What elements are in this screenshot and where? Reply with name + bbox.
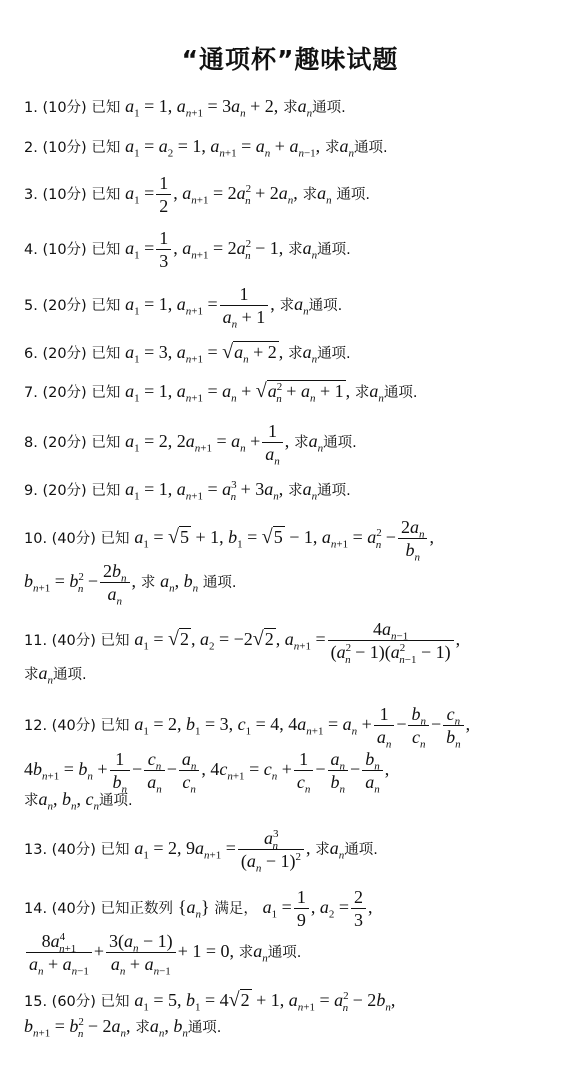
sqrt: $√a^2_n + a_n + 1$ (255, 380, 344, 405)
page-title: “通项杯”趣味试题 (181, 45, 399, 74)
problem-10: 10. (40分) 已知 $a_1 = √5 + 1$, $b_1 = √5 - 1$, $a_{n+1} = a^2_n$ − $\frac{2a_n}{b_n}$ , (24, 517, 434, 564)
problem-9: 9. (20分) 已知 $a_1 = 1$, $a_{n+1} = a^3_n + 3a_n$, 求$a_n$通项. (24, 479, 351, 503)
problem-15: 15. (60分) 已知 $a_1 = 5$, $b_1 = 4√2 + 1$, $a_{n+1} = a^2_n - 2b_n$, (24, 989, 396, 1014)
problem-10-line-2: $b_{n+1} = b^2_n$ − $\frac{2b_n}{a_n}$ , 求 $a_n$, $b_n$ 通项. (24, 561, 237, 608)
problem-4: 4. (10分) 已知 $a_1$ = $\frac{1}{3}$ , $a_{n+1} = 2a^2_n - 1$, 求$a_n$通项. (24, 228, 351, 271)
fraction: $\frac{1}{a_n}$ (262, 420, 283, 465)
problem-14-line-2: $\frac{8a^4_{n+1}}{a_n + a_{n-1}}$ + $\frac{3(a_n - 1)}{a_n + a_{n-1}}$ + 1 = 0, 求$a_n$通项. (24, 930, 301, 975)
fraction: $\frac{2a_n}{b_n}$ (398, 516, 428, 561)
fraction: $\frac{3(a_n - 1)}{a_n + a_{n-1}}$ (106, 930, 176, 975)
problem-14: 14. (40分) 已知正数列 $\{a_n\}$ 满足， $a_1$ = $\frac{1}{9}$ , $a_2$ = $\frac{2}{3}$ , (24, 887, 373, 930)
fraction: $\frac{1}{2}$ (156, 172, 171, 217)
problem-11-line-2: 求$a_n$通项. (24, 663, 87, 687)
fraction: $\frac{2b_n}{a_n}$ (100, 560, 130, 605)
problem-8: 8. (20分) 已知 $a_1 = 2$, $2a_{n+1} = a_n$ + $\frac{1}{a_n}$ , 求$a_n$通项. (24, 421, 357, 468)
fraction: $\frac{1}{a_n + 1}$ (220, 283, 269, 328)
fraction: $\frac{8a^4_{n+1}}{a_n + a_{n-1}}$ (26, 930, 92, 975)
problem-2-formula: $a_1 = a_2 = 1$, $a_{n+1} = a_n + a_{n-1}$, (125, 136, 321, 160)
problem-1: 1. (10分) 已知 $a_1 = 1$, $a_{n+1} = 3a_n + 2$, 求$a_n$通项. (24, 96, 346, 120)
problem-13: 13. (40分) 已知 $a_1 = 2$, $9a_{n+1}$ = $\frac{a^3_n}{(a_n - 1)^2}$ , 求$a_n$通项. (24, 828, 378, 875)
problem-7: 7. (20分) 已知 $a_1 = 1$, $a_{n+1} = a_n + √a^2_n + a_n + 1$ , 求$a_n$通项. (24, 380, 418, 405)
fraction: $\frac{4a_{n-1}}{(a^2_n - 1)(a^2_{n-1} - 1)}$ (328, 618, 454, 663)
problem-15-line-2: $b_{n+1} = b^2_n - 2a_n$, 求$a_n$, $b_n$通项. (24, 1016, 222, 1040)
problem-6: 6. (20分) 已知 $a_1 = 3$, $a_{n+1} = √a_n + 2$ , 求$a_n$通项. (24, 341, 351, 366)
fraction: $\frac{1}{3}$ (156, 227, 171, 272)
problem-11: 11. (40分) 已知 $a_1 = √2$ , $a_2 = -2√2$ , $a_{n+1}$ = $\frac{4a_{n-1}}{(a^2_n - 1)(a^2_{n-1} - 1)}$ , (24, 619, 461, 666)
fraction: $\frac{a^3_n}{(a_n - 1)^2}$ (238, 827, 304, 872)
problem-12-line-3: 求$a_n$, $b_n$, $c_n$通项. (24, 789, 133, 813)
problem-3: 3. (10分) 已知 $a_1$ = $\frac{1}{2}$ , $a_{n+1} = 2a^2_n + 2a_n$, 求$a_n$ 通项. (24, 173, 370, 216)
problem-5: 5. (20分) 已知 $a_1 = 1$, $a_{n+1}$ = $\frac{1}{a_n + 1}$ , 求$a_n$通项. (24, 284, 343, 331)
sqrt: $√a_n + 2$ (222, 341, 277, 366)
problem-2: 2. (10分) 已知 $a_1 = a_2 = 1$, $a_{n+1} = a_n + a_{n-1}$, 求$a_n$通项. (24, 136, 388, 160)
problem-1-formula: $a_1 = 1$, $a_{n+1} = 3a_n + 2$, (125, 96, 279, 120)
problem-12: 12. (40分) 已知 $a_1 = 2$, $b_1 = 3$, $c_1 = 4$, $4a_{n+1} = a_n$ + $\frac{1}{a_n}$ − $\frac{b_n}{c_n}$ − $\frac{c_n}{b_n}$ , (24, 704, 471, 751)
problem-12-line-2: $4b_{n+1} = b_n$ + $\frac{1}{b_n}$ − $\frac{c_n}{a_n}$ − $\frac{a_n}{c_n}$ , $4c_{n+1} = c_n$ + $\frac{1}{c_n}$ − $\frac{a_n}{b_n}$ − $\frac{b_n}{a_n}$ , (24, 749, 390, 796)
